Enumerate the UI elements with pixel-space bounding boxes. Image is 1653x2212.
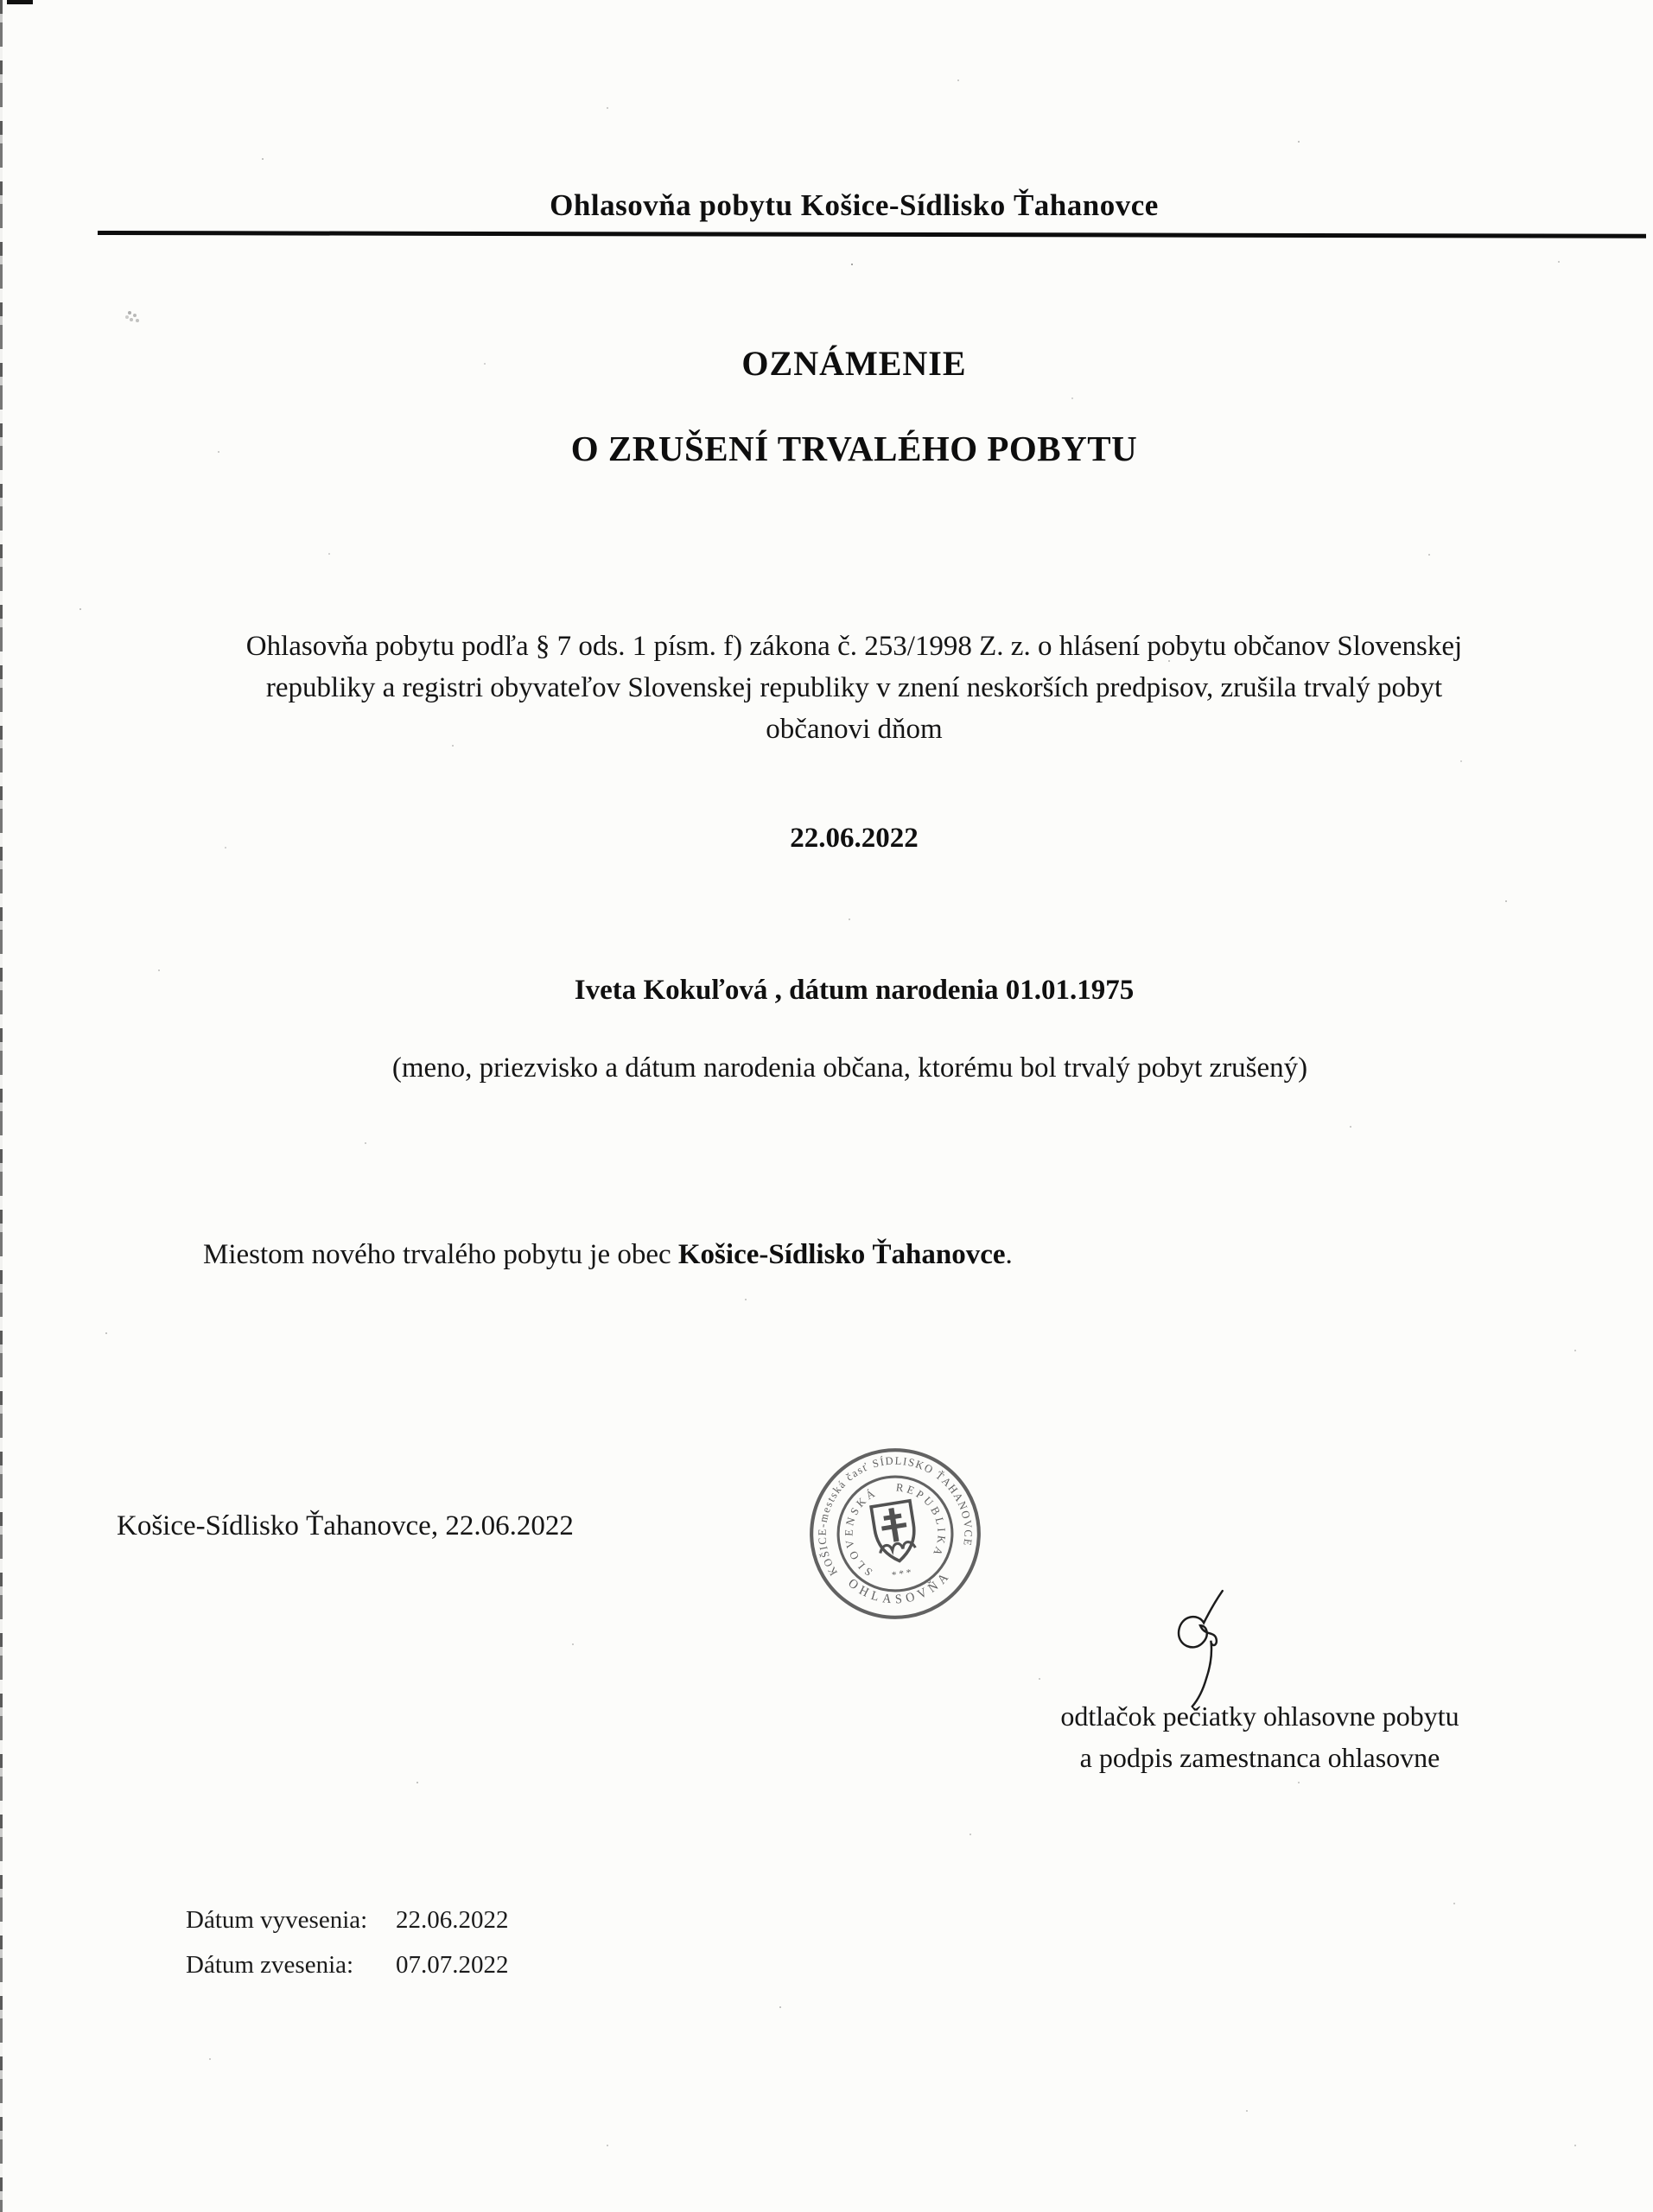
stamp-seal-icon — [793, 1432, 997, 1636]
scan-dust — [128, 311, 131, 315]
legal-paragraph-line-1: Ohlasovňa pobytu podľa § 7 ods. 1 písm. f) zákona č. 253/1998 Z. z. o hlásení pobytu občanov Slovenskej — [245, 631, 1463, 662]
new-residence-suffix: . — [1005, 1239, 1013, 1270]
scan-noise — [0, 0, 2, 2]
notice-subtitle: O ZRUŠENÍ TRVALÉHO POBYTU — [570, 429, 1138, 468]
removed-date-value: 07.07.2022 — [396, 1951, 509, 1979]
stamp-caption-line-2: a podpis zamestnanca ohlasovne — [1079, 1742, 1440, 1773]
scan-edge-artifact — [0, 0, 3, 2212]
office-header: Ohlasovňa pobytu Košice-Sídlisko Ťahanovce — [550, 188, 1159, 222]
official-stamp-seal — [793, 1432, 997, 1636]
person-name-line: Iveta Kokuľová , dátum narodenia 01.01.1975 — [574, 975, 1135, 1006]
stamp-outer-top-text: KOŠICE-mestská časť SÍDLISKO ŤAHANOVCE — [816, 1454, 975, 1578]
posted-date-row — [186, 1906, 509, 1935]
new-residence-line — [203, 1239, 1013, 1271]
legal-paragraph-line-3: občanovi dňom — [766, 714, 943, 745]
new-residence-municipality: Košice-Sídlisko Ťahanovce — [677, 1239, 1006, 1270]
removed-date-label: Dátum zvesenia: — [186, 1951, 354, 1979]
stamp-inner-text: SLOVENSKÁ REPUBLIKA — [842, 1481, 948, 1579]
stamp-outer-bottom-text: OHLASOVŇA — [845, 1567, 955, 1607]
notice-title: OZNÁMENIE — [741, 344, 967, 383]
cancellation-date: 22.06.2022 — [790, 823, 919, 854]
scan-corner-artifact — [7, 0, 33, 4]
posted-date-value: 22.06.2022 — [396, 1906, 509, 1934]
removed-date-row — [186, 1951, 509, 1980]
legal-paragraph-line-2: republiky a registri obyvateľov Slovenskej republiky v znení neskorších predpisov, zrušila trvalý pobyt — [265, 672, 1443, 703]
stamp-ornament: * * * — [891, 1567, 912, 1581]
new-residence-prefix: Miestom nového trvalého pobytu je obec — [203, 1239, 678, 1270]
signature-icon — [1168, 1585, 1230, 1711]
coat-of-arms-icon — [871, 1501, 919, 1564]
place-date-line: Košice-Sídlisko Ťahanovce, 22.06.2022 — [117, 1510, 574, 1541]
signature-scribble — [1168, 1585, 1230, 1711]
header-divider — [98, 231, 1646, 238]
posted-date-label: Dátum vyvesenia: — [186, 1906, 368, 1934]
person-note: (meno, priezvisko a dátum narodenia občana, ktorému bol trvalý pobyt zrušený) — [391, 1052, 1308, 1084]
stamp-caption-line-1: odtlačok pečiatky ohlasovne pobytu — [1060, 1700, 1459, 1732]
stamp-caption — [1015, 1695, 1504, 1778]
legal-paragraph — [55, 626, 1653, 750]
